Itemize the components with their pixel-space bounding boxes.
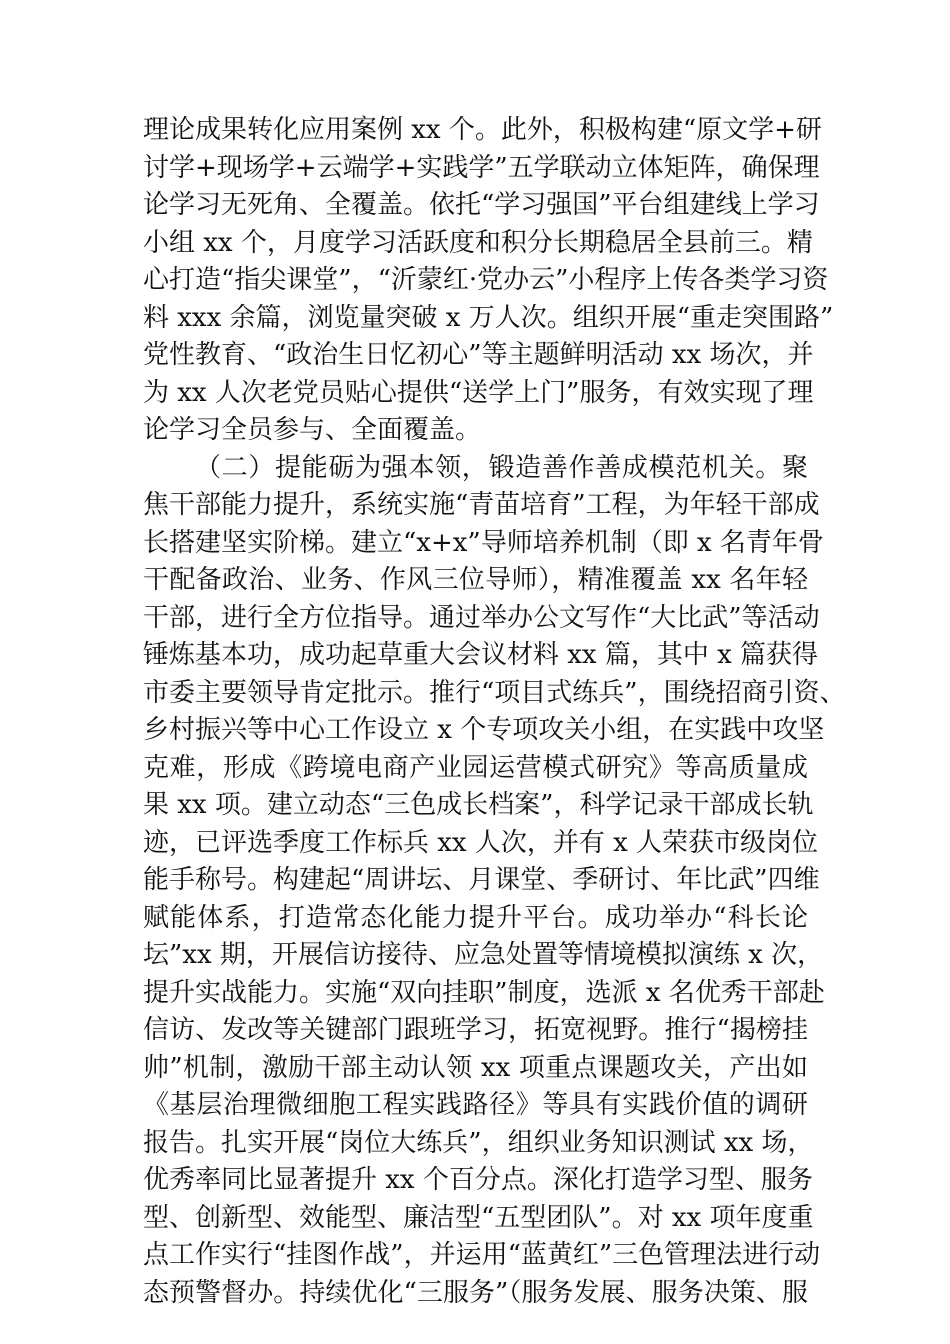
text-line: 帅”机制，激励干部主动认领 xx 项重点课题攻关，产出如 (143, 1052, 808, 1083)
text-line: 信访、发改等关键部门跟班学习，拓宽视野。推行“揭榜挂 (143, 1015, 808, 1045)
text-line: 克难，形成《跨境电商产业园运营模式研究》等高质量成 (143, 752, 808, 783)
section-heading-line: （二）提能砺为强本领，锻造善作善成模范机关。聚 (195, 452, 808, 483)
text-line: 论学习无死角、全覆盖。依托“学习强国”平台组建线上学习 (143, 190, 820, 220)
text-line: 焦干部能力提升，系统实施“青苗培育”工程，为年轻干部成 (143, 490, 820, 520)
text-line: 点工作实行“挂图作战”，并运用“蓝黄红”三色管理法进行动 (143, 1240, 821, 1270)
body-text (143, 112, 846, 1312)
text-line: 迹，已评选季度工作标兵 xx 人次，并有 x 人荣获市级岗位 (143, 827, 819, 858)
text-line: 小组 xx 个，月度学习活跃度和积分长期稳居全县前三。精 (143, 227, 813, 258)
text-line: 优秀率同比显著提升 xx 个百分点。深化打造学习型、服务 (143, 1165, 813, 1195)
text-line-paragraph-end: 论学习全员参与、全面覆盖。 (143, 415, 482, 445)
text-line: 果 xx 项。建立动态“三色成长档案”，科学记录干部成长轨 (143, 790, 814, 820)
text-line: 长搭建坚实阶梯。建立“x+x”导师培养机制（即 x 名青年骨 (143, 527, 824, 558)
text-line: 坛”xx 期，开展信访接待、应急处置等情境模拟演练 x 次， (143, 940, 824, 970)
text-line: 态预警督办。持续优化“三服务”（服务发展、服务决策、服 (143, 1277, 808, 1308)
text-line: 乡村振兴等中心工作设立 x 个专项攻关小组，在实践中攻坚 (143, 715, 825, 745)
text-line: 能手称号。构建起“周讲坛、月课堂、季研讨、年比武”四维 (143, 865, 820, 895)
text-line: 讨学+现场学+云端学+实践学”五学联动立体矩阵，确保理 (143, 152, 820, 183)
text-line: 报告。扎实开展“岗位大练兵”，组织业务知识测试 xx 场， (143, 1127, 814, 1158)
text-line: 干配备政治、业务、作风三位导师），精准覆盖 xx 名年轻 (143, 565, 808, 595)
text-line: 《基层治理微细胞工程实践路径》等具有实践价值的调研 (143, 1090, 808, 1120)
text-line: 干部，进行全方位指导。通过举办公文写作“大比武”等活动 (143, 602, 820, 633)
text-line: 锤炼基本功，成功起草重大会议材料 xx 篇，其中 x 篇获得 (143, 640, 819, 670)
text-line: 为 xx 人次老党员贴心提供“送学上门”服务，有效实现了理 (143, 377, 814, 408)
text-line: 市委主要领导肯定批示。推行“项目式练兵”，围绕招商引资、 (143, 677, 846, 708)
text-line: 赋能体系，打造常态化能力提升平台。成功举办“科长论 (143, 902, 808, 933)
text-line: 理论成果转化应用案例 xx 个。此外，积极构建“原文学+研 (143, 115, 822, 145)
text-line: 党性教育、“政治生日忆初心”等主题鲜明活动 xx 场次，并 (143, 340, 814, 370)
text-line: 型、创新型、效能型、廉洁型“五型团队”。对 xx 项年度重 (143, 1202, 814, 1233)
text-line: 提升实战能力。实施“双向挂职”制度，选派 x 名优秀干部赴 (143, 977, 825, 1008)
text-line: 心打造“指尖课堂”，“沂蒙红·党办云”小程序上传各类学习资 (143, 265, 829, 295)
text-line: 料 xxx 余篇，浏览量突破 x 万人次。组织开展“重走突围路” (143, 302, 834, 333)
